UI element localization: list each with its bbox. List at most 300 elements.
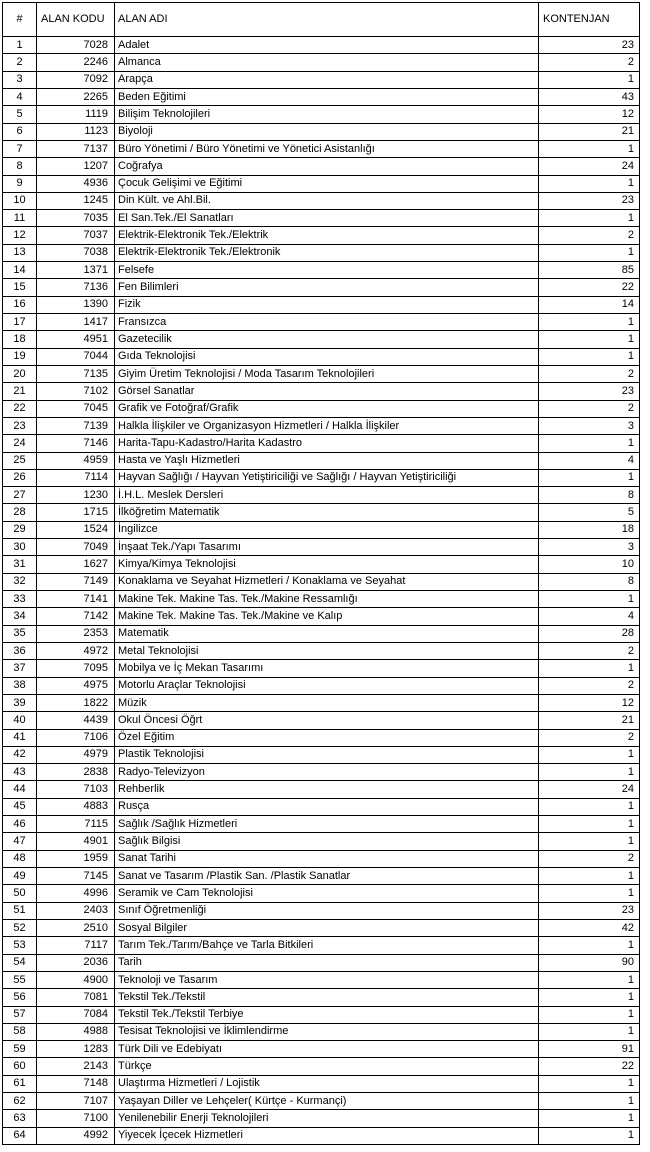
field-code: 2353 bbox=[37, 625, 115, 642]
quota-value: 8 bbox=[539, 487, 640, 504]
table-row bbox=[3, 591, 640, 608]
quota-value: 1 bbox=[539, 331, 640, 348]
table-row bbox=[3, 642, 640, 659]
field-code: 7092 bbox=[37, 71, 115, 88]
table-row bbox=[3, 868, 640, 885]
field-name: İlköğretim Matematik bbox=[115, 504, 539, 521]
table-row bbox=[3, 1075, 640, 1092]
field-code: 7135 bbox=[37, 365, 115, 382]
field-name: Elektrik-Elektronik Tek./Elektronik bbox=[115, 244, 539, 261]
row-number: 10 bbox=[3, 192, 37, 209]
field-code: 7049 bbox=[37, 539, 115, 556]
row-number: 22 bbox=[3, 400, 37, 417]
field-name: Mobilya ve İç Mekan Tasarımı bbox=[115, 660, 539, 677]
row-number: 18 bbox=[3, 331, 37, 348]
field-name: Arapça bbox=[115, 71, 539, 88]
quota-value: 2 bbox=[539, 227, 640, 244]
field-name: Coğrafya bbox=[115, 158, 539, 175]
field-name: Halkla İlişkiler ve Organizasyon Hizmetleri / Halkla İlişkiler bbox=[115, 417, 539, 434]
field-code: 7081 bbox=[37, 989, 115, 1006]
quota-value: 23 bbox=[539, 383, 640, 400]
field-code: 7045 bbox=[37, 400, 115, 417]
quota-value: 23 bbox=[539, 192, 640, 209]
field-name: Tarım Tek./Tarım/Bahçe ve Tarla Bitkileri bbox=[115, 937, 539, 954]
row-number: 55 bbox=[3, 971, 37, 988]
field-code: 2036 bbox=[37, 954, 115, 971]
row-number: 64 bbox=[3, 1127, 37, 1144]
quota-value: 23 bbox=[539, 902, 640, 919]
field-name: Fransızca bbox=[115, 314, 539, 331]
quota-value: 2 bbox=[539, 677, 640, 694]
table-row bbox=[3, 452, 640, 469]
table-row bbox=[3, 158, 640, 175]
field-code: 1123 bbox=[37, 123, 115, 140]
table-row bbox=[3, 417, 640, 434]
table-row bbox=[3, 781, 640, 798]
row-number: 38 bbox=[3, 677, 37, 694]
field-code: 7117 bbox=[37, 937, 115, 954]
field-code: 4959 bbox=[37, 452, 115, 469]
field-code: 4439 bbox=[37, 712, 115, 729]
row-number: 30 bbox=[3, 539, 37, 556]
quota-value: 23 bbox=[539, 37, 640, 54]
row-number: 25 bbox=[3, 452, 37, 469]
table-row bbox=[3, 192, 640, 209]
field-name: Yiyecek İçecek Hizmetleri bbox=[115, 1127, 539, 1144]
row-number: 31 bbox=[3, 556, 37, 573]
table-row bbox=[3, 521, 640, 538]
quota-value: 1 bbox=[539, 816, 640, 833]
field-code: 1715 bbox=[37, 504, 115, 521]
field-name: Müzik bbox=[115, 694, 539, 711]
row-number: 62 bbox=[3, 1093, 37, 1110]
field-name: İ.H.L. Meslek Dersleri bbox=[115, 487, 539, 504]
field-name: Sınıf Öğretmenliği bbox=[115, 902, 539, 919]
field-name: Hayvan Sağlığı / Hayvan Yetiştiriciliği ve Sağlığı / Hayvan Yetiştiriciliği bbox=[115, 469, 539, 486]
field-name: Giyim Üretim Teknolojisi / Moda Tasarım Teknolojileri bbox=[115, 365, 539, 382]
table-body bbox=[3, 37, 640, 1145]
quota-value: 1 bbox=[539, 833, 640, 850]
field-code: 1283 bbox=[37, 1041, 115, 1058]
quota-value: 1 bbox=[539, 989, 640, 1006]
row-number: 33 bbox=[3, 591, 37, 608]
table-row bbox=[3, 1127, 640, 1144]
row-number: 57 bbox=[3, 1006, 37, 1023]
row-number: 50 bbox=[3, 885, 37, 902]
table-row bbox=[3, 244, 640, 261]
row-number: 37 bbox=[3, 660, 37, 677]
row-number: 17 bbox=[3, 314, 37, 331]
quota-table-container bbox=[2, 2, 640, 1145]
quota-value: 3 bbox=[539, 539, 640, 556]
quota-value: 1 bbox=[539, 210, 640, 227]
field-code: 1959 bbox=[37, 850, 115, 867]
quota-value: 1 bbox=[539, 435, 640, 452]
field-code: 4883 bbox=[37, 798, 115, 815]
field-code: 7038 bbox=[37, 244, 115, 261]
table-row bbox=[3, 1023, 640, 1040]
table-row bbox=[3, 140, 640, 157]
field-name: Matematik bbox=[115, 625, 539, 642]
table-row bbox=[3, 1041, 640, 1058]
row-number: 8 bbox=[3, 158, 37, 175]
table-row bbox=[3, 348, 640, 365]
field-code: 4975 bbox=[37, 677, 115, 694]
field-name: Büro Yönetimi / Büro Yönetimi ve Yönetici Asistanlığı bbox=[115, 140, 539, 157]
table-row bbox=[3, 37, 640, 54]
header-field-code: ALAN KODU bbox=[37, 3, 115, 37]
table-row bbox=[3, 504, 640, 521]
quota-value: 18 bbox=[539, 521, 640, 538]
header-field-name: ALAN ADI bbox=[115, 3, 539, 37]
table-row bbox=[3, 971, 640, 988]
field-code: 2265 bbox=[37, 88, 115, 105]
table-row bbox=[3, 71, 640, 88]
field-name: Seramik ve Cam Teknolojisi bbox=[115, 885, 539, 902]
table-row bbox=[3, 919, 640, 936]
table-row bbox=[3, 123, 640, 140]
table-row bbox=[3, 677, 640, 694]
field-name: Özel Eğitim bbox=[115, 729, 539, 746]
field-name: Beden Eğitimi bbox=[115, 88, 539, 105]
table-row bbox=[3, 400, 640, 417]
field-name: Radyo-Televizyon bbox=[115, 764, 539, 781]
field-code: 7084 bbox=[37, 1006, 115, 1023]
quota-value: 24 bbox=[539, 781, 640, 798]
field-name: Tekstil Tek./Tekstil Terbiye bbox=[115, 1006, 539, 1023]
field-code: 1207 bbox=[37, 158, 115, 175]
field-code: 7142 bbox=[37, 608, 115, 625]
field-name: Sağlık Bilgisi bbox=[115, 833, 539, 850]
quota-value: 1 bbox=[539, 591, 640, 608]
field-code: 1245 bbox=[37, 192, 115, 209]
quota-value: 8 bbox=[539, 573, 640, 590]
field-name: Konaklama ve Seyahat Hizmetleri / Konaklama ve Seyahat bbox=[115, 573, 539, 590]
table-row bbox=[3, 764, 640, 781]
row-number: 41 bbox=[3, 729, 37, 746]
field-code: 4996 bbox=[37, 885, 115, 902]
table-row bbox=[3, 954, 640, 971]
table-row bbox=[3, 210, 640, 227]
field-code: 4901 bbox=[37, 833, 115, 850]
field-code: 4979 bbox=[37, 746, 115, 763]
quota-value: 1 bbox=[539, 1127, 640, 1144]
field-code: 2510 bbox=[37, 919, 115, 936]
field-name: Tarih bbox=[115, 954, 539, 971]
table-row bbox=[3, 850, 640, 867]
table-row bbox=[3, 539, 640, 556]
row-number: 44 bbox=[3, 781, 37, 798]
quota-value: 22 bbox=[539, 1058, 640, 1075]
quota-value: 85 bbox=[539, 262, 640, 279]
row-number: 54 bbox=[3, 954, 37, 971]
quota-value: 4 bbox=[539, 452, 640, 469]
row-number: 53 bbox=[3, 937, 37, 954]
quota-value: 1 bbox=[539, 244, 640, 261]
row-number: 5 bbox=[3, 106, 37, 123]
field-code: 7149 bbox=[37, 573, 115, 590]
field-name: Elektrik-Elektronik Tek./Elektrik bbox=[115, 227, 539, 244]
quota-value: 1 bbox=[539, 348, 640, 365]
quota-value: 21 bbox=[539, 123, 640, 140]
table-row bbox=[3, 106, 640, 123]
table-row bbox=[3, 88, 640, 105]
field-code: 7102 bbox=[37, 383, 115, 400]
field-name: Makine Tek. Makine Tas. Tek./Makine Ressamlığı bbox=[115, 591, 539, 608]
field-name: İnşaat Tek./Yapı Tasarımı bbox=[115, 539, 539, 556]
quota-value: 1 bbox=[539, 746, 640, 763]
field-code: 7136 bbox=[37, 279, 115, 296]
row-number: 45 bbox=[3, 798, 37, 815]
field-code: 2403 bbox=[37, 902, 115, 919]
quota-value: 14 bbox=[539, 296, 640, 313]
field-code: 4988 bbox=[37, 1023, 115, 1040]
field-name: Adalet bbox=[115, 37, 539, 54]
table-row bbox=[3, 487, 640, 504]
field-code: 1627 bbox=[37, 556, 115, 573]
table-row bbox=[3, 262, 640, 279]
field-name: Biyoloji bbox=[115, 123, 539, 140]
quota-value: 10 bbox=[539, 556, 640, 573]
row-number: 13 bbox=[3, 244, 37, 261]
table-row bbox=[3, 798, 640, 815]
row-number: 20 bbox=[3, 365, 37, 382]
quota-value: 43 bbox=[539, 88, 640, 105]
header-row bbox=[3, 3, 640, 37]
table-row bbox=[3, 1006, 640, 1023]
row-number: 52 bbox=[3, 919, 37, 936]
row-number: 12 bbox=[3, 227, 37, 244]
header-quota: KONTENJAN bbox=[539, 3, 640, 37]
quota-value: 12 bbox=[539, 106, 640, 123]
row-number: 2 bbox=[3, 54, 37, 71]
field-name: Plastik Teknolojisi bbox=[115, 746, 539, 763]
quota-value: 2 bbox=[539, 850, 640, 867]
table-row bbox=[3, 1058, 640, 1075]
field-name: Fizik bbox=[115, 296, 539, 313]
row-number: 7 bbox=[3, 140, 37, 157]
quota-value: 90 bbox=[539, 954, 640, 971]
field-code: 7095 bbox=[37, 660, 115, 677]
field-code: 7028 bbox=[37, 37, 115, 54]
table-row bbox=[3, 556, 640, 573]
field-code: 7037 bbox=[37, 227, 115, 244]
field-name: Grafik ve Fotoğraf/Grafik bbox=[115, 400, 539, 417]
quota-value: 1 bbox=[539, 971, 640, 988]
field-code: 7044 bbox=[37, 348, 115, 365]
row-number: 63 bbox=[3, 1110, 37, 1127]
field-name: Din Kült. ve Ahl.Bil. bbox=[115, 192, 539, 209]
field-code: 7114 bbox=[37, 469, 115, 486]
header-number: # bbox=[3, 3, 37, 37]
table-row bbox=[3, 660, 640, 677]
field-name: Tesisat Teknolojisi ve İklimlendirme bbox=[115, 1023, 539, 1040]
field-name: Felsefe bbox=[115, 262, 539, 279]
field-code: 1371 bbox=[37, 262, 115, 279]
quota-value: 5 bbox=[539, 504, 640, 521]
row-number: 34 bbox=[3, 608, 37, 625]
quota-value: 4 bbox=[539, 608, 640, 625]
row-number: 51 bbox=[3, 902, 37, 919]
field-name: Türkçe bbox=[115, 1058, 539, 1075]
quota-value: 1 bbox=[539, 1110, 640, 1127]
quota-value: 1 bbox=[539, 314, 640, 331]
table-row bbox=[3, 694, 640, 711]
field-name: Çocuk Gelişimi ve Eğitimi bbox=[115, 175, 539, 192]
field-name: Yenilenebilir Enerji Teknolojileri bbox=[115, 1110, 539, 1127]
row-number: 43 bbox=[3, 764, 37, 781]
row-number: 19 bbox=[3, 348, 37, 365]
quota-value: 1 bbox=[539, 885, 640, 902]
table-row bbox=[3, 383, 640, 400]
quota-value: 12 bbox=[539, 694, 640, 711]
field-name: El San.Tek./El Sanatları bbox=[115, 210, 539, 227]
field-code: 2246 bbox=[37, 54, 115, 71]
row-number: 16 bbox=[3, 296, 37, 313]
quota-value: 1 bbox=[539, 71, 640, 88]
table-row bbox=[3, 608, 640, 625]
row-number: 4 bbox=[3, 88, 37, 105]
row-number: 24 bbox=[3, 435, 37, 452]
field-code: 7139 bbox=[37, 417, 115, 434]
row-number: 28 bbox=[3, 504, 37, 521]
row-number: 47 bbox=[3, 833, 37, 850]
table-row bbox=[3, 435, 640, 452]
field-code: 4900 bbox=[37, 971, 115, 988]
field-code: 7115 bbox=[37, 816, 115, 833]
quota-value: 1 bbox=[539, 175, 640, 192]
quota-value: 2 bbox=[539, 642, 640, 659]
field-code: 7146 bbox=[37, 435, 115, 452]
row-number: 1 bbox=[3, 37, 37, 54]
quota-value: 1 bbox=[539, 1023, 640, 1040]
field-name: Okul Öncesi Öğrt bbox=[115, 712, 539, 729]
table-row bbox=[3, 746, 640, 763]
row-number: 11 bbox=[3, 210, 37, 227]
row-number: 14 bbox=[3, 262, 37, 279]
quota-value: 1 bbox=[539, 660, 640, 677]
row-number: 15 bbox=[3, 279, 37, 296]
row-number: 60 bbox=[3, 1058, 37, 1075]
quota-value: 2 bbox=[539, 400, 640, 417]
row-number: 23 bbox=[3, 417, 37, 434]
field-name: İngilizce bbox=[115, 521, 539, 538]
field-code: 1417 bbox=[37, 314, 115, 331]
quota-value: 1 bbox=[539, 798, 640, 815]
field-code: 7100 bbox=[37, 1110, 115, 1127]
field-name: Metal Teknolojisi bbox=[115, 642, 539, 659]
field-name: Almanca bbox=[115, 54, 539, 71]
field-name: Görsel Sanatlar bbox=[115, 383, 539, 400]
field-code: 4972 bbox=[37, 642, 115, 659]
quota-value: 2 bbox=[539, 729, 640, 746]
field-name: Rehberlik bbox=[115, 781, 539, 798]
row-number: 32 bbox=[3, 573, 37, 590]
table-header bbox=[3, 3, 640, 37]
field-code: 7035 bbox=[37, 210, 115, 227]
table-row bbox=[3, 331, 640, 348]
field-name: Fen Bilimleri bbox=[115, 279, 539, 296]
field-code: 1524 bbox=[37, 521, 115, 538]
field-code: 1230 bbox=[37, 487, 115, 504]
row-number: 21 bbox=[3, 383, 37, 400]
field-code: 2838 bbox=[37, 764, 115, 781]
table-row bbox=[3, 937, 640, 954]
table-row bbox=[3, 469, 640, 486]
field-name: Kimya/Kimya Teknolojisi bbox=[115, 556, 539, 573]
field-name: Makine Tek. Makine Tas. Tek./Makine ve Kalıp bbox=[115, 608, 539, 625]
table-row bbox=[3, 1110, 640, 1127]
field-name: Gıda Teknolojisi bbox=[115, 348, 539, 365]
field-name: Yaşayan Diller ve Lehçeler( Kürtçe - Kurmançi) bbox=[115, 1093, 539, 1110]
field-code: 7145 bbox=[37, 868, 115, 885]
field-name: Teknoloji ve Tasarım bbox=[115, 971, 539, 988]
quota-value: 3 bbox=[539, 417, 640, 434]
field-name: Tekstil Tek./Tekstil bbox=[115, 989, 539, 1006]
table-row bbox=[3, 573, 640, 590]
row-number: 42 bbox=[3, 746, 37, 763]
table-row bbox=[3, 365, 640, 382]
row-number: 29 bbox=[3, 521, 37, 538]
quota-table bbox=[2, 2, 640, 1145]
field-name: Sağlık /Sağlık Hizmetleri bbox=[115, 816, 539, 833]
row-number: 40 bbox=[3, 712, 37, 729]
table-row bbox=[3, 625, 640, 642]
field-code: 4936 bbox=[37, 175, 115, 192]
table-row bbox=[3, 1093, 640, 1110]
field-code: 2143 bbox=[37, 1058, 115, 1075]
field-code: 7137 bbox=[37, 140, 115, 157]
field-name: Motorlu Araçlar Teknolojisi bbox=[115, 677, 539, 694]
quota-value: 28 bbox=[539, 625, 640, 642]
quota-value: 1 bbox=[539, 1075, 640, 1092]
row-number: 59 bbox=[3, 1041, 37, 1058]
field-code: 7103 bbox=[37, 781, 115, 798]
row-number: 46 bbox=[3, 816, 37, 833]
row-number: 56 bbox=[3, 989, 37, 1006]
field-code: 4992 bbox=[37, 1127, 115, 1144]
row-number: 27 bbox=[3, 487, 37, 504]
row-number: 6 bbox=[3, 123, 37, 140]
field-code: 4951 bbox=[37, 331, 115, 348]
field-code: 1822 bbox=[37, 694, 115, 711]
field-code: 1390 bbox=[37, 296, 115, 313]
row-number: 49 bbox=[3, 868, 37, 885]
row-number: 39 bbox=[3, 694, 37, 711]
quota-value: 1 bbox=[539, 868, 640, 885]
field-name: Sanat Tarihi bbox=[115, 850, 539, 867]
table-row bbox=[3, 712, 640, 729]
field-code: 7141 bbox=[37, 591, 115, 608]
row-number: 61 bbox=[3, 1075, 37, 1092]
table-row bbox=[3, 279, 640, 296]
field-name: Sanat ve Tasarım /Plastik San. /Plastik Sanatlar bbox=[115, 868, 539, 885]
table-row bbox=[3, 54, 640, 71]
table-row bbox=[3, 296, 640, 313]
table-row bbox=[3, 885, 640, 902]
quota-value: 2 bbox=[539, 365, 640, 382]
quota-value: 1 bbox=[539, 937, 640, 954]
table-row bbox=[3, 989, 640, 1006]
field-name: Rusça bbox=[115, 798, 539, 815]
field-name: Türk Dili ve Edebiyatı bbox=[115, 1041, 539, 1058]
field-code: 7107 bbox=[37, 1093, 115, 1110]
table-row bbox=[3, 902, 640, 919]
row-number: 58 bbox=[3, 1023, 37, 1040]
field-name: Gazetecilik bbox=[115, 331, 539, 348]
field-name: Hasta ve Yaşlı Hizmetleri bbox=[115, 452, 539, 469]
quota-value: 1 bbox=[539, 764, 640, 781]
